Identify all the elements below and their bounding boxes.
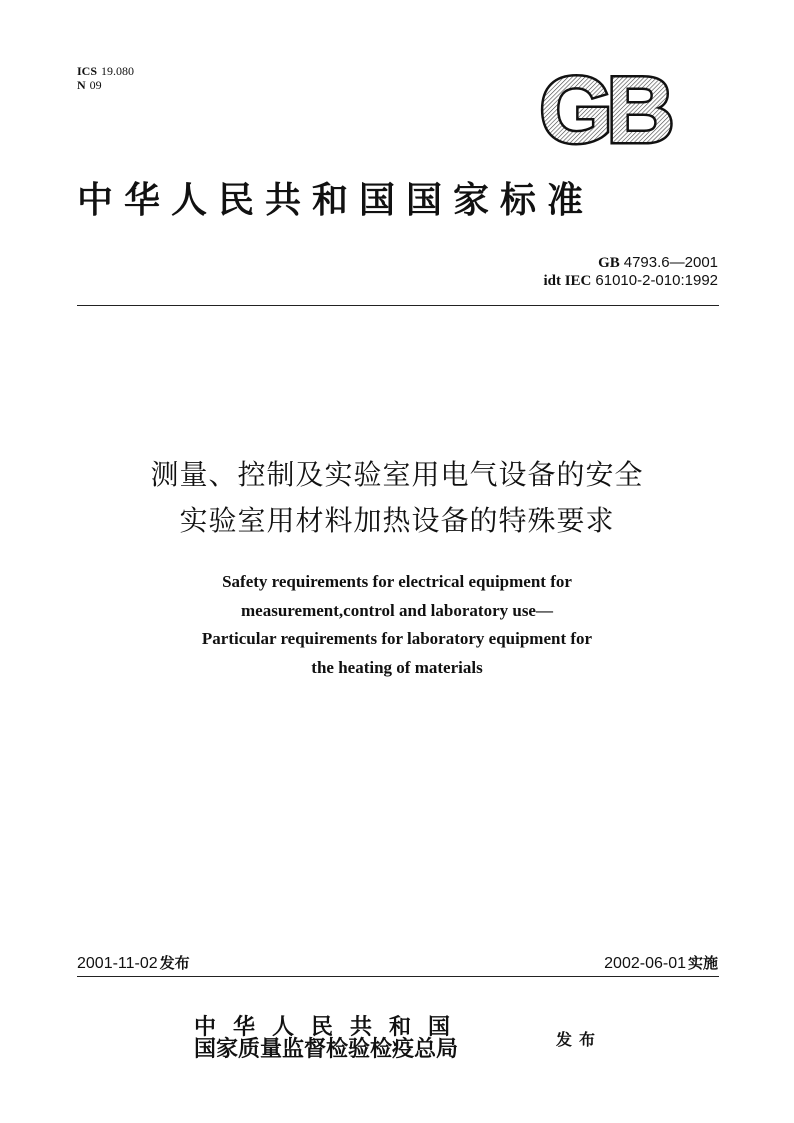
title-en-line-1: Safety requirements for electrical equipment for bbox=[222, 572, 572, 591]
standard-number bbox=[598, 254, 718, 272]
publisher-line-1: 中华人民共和国 bbox=[194, 1014, 468, 1040]
issue-label: 发布 bbox=[159, 954, 190, 972]
idt-number-value: 61010-2-010:1992 bbox=[595, 272, 718, 289]
ccs-label: N bbox=[77, 78, 86, 92]
idt-number bbox=[543, 272, 718, 290]
title-en-line-3: Particular requirements for laboratory equipment for bbox=[201, 629, 593, 648]
publish-label: 发布 bbox=[556, 1030, 603, 1049]
std-prefix: GB bbox=[598, 255, 620, 271]
idt-prefix: idt IEC bbox=[543, 273, 592, 289]
std-number-value: 4793.6—2001 bbox=[623, 254, 718, 271]
ics-code bbox=[77, 64, 134, 78]
ccs-code bbox=[77, 78, 102, 92]
standard-category-title: 中华人民共和国国家标准 bbox=[77, 179, 595, 221]
svg-text:GB: GB bbox=[539, 70, 669, 150]
footer-divider bbox=[77, 976, 719, 977]
title-cn-line-1: 测量、控制及实验室用电气设备的安全 bbox=[150, 458, 644, 491]
publisher-line-2: 国家质量监督检验检疫总局 bbox=[194, 1036, 459, 1062]
title-en-line-2: measurement,control and laboratory use— bbox=[241, 601, 553, 620]
ics-label: ICS bbox=[77, 64, 98, 78]
title-en-line-4: the heating of materials bbox=[311, 658, 483, 677]
issue-date bbox=[77, 952, 190, 975]
implement-label: 实施 bbox=[687, 954, 718, 972]
ics-value: 19.080 bbox=[101, 64, 135, 78]
issue-date-value: 2001-11-02 bbox=[77, 955, 158, 972]
gb-logo bbox=[528, 70, 676, 150]
header-divider bbox=[77, 305, 719, 306]
ccs-value: 09 bbox=[89, 78, 102, 92]
implement-date-value: 2002-06-01 bbox=[604, 955, 686, 972]
title-cn-line-2: 实验室用材料加热设备的特殊要求 bbox=[179, 504, 615, 537]
implement-date bbox=[604, 952, 718, 975]
